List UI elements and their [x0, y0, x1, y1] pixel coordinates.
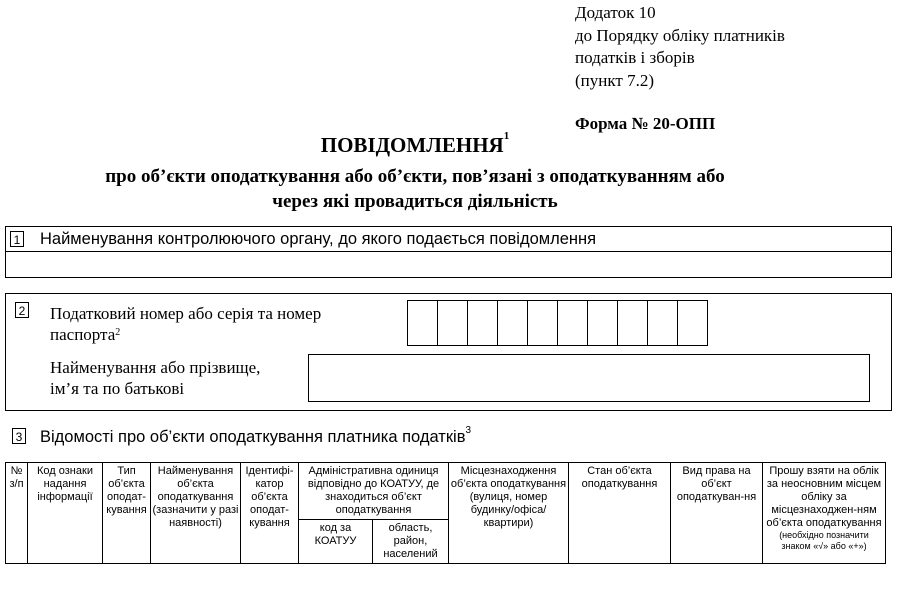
- col-header-identifier: Ідентифі-катор об’єкта оподат-кування: [241, 463, 299, 564]
- appendix-line-4: (пункт 7.2): [575, 70, 654, 90]
- tax-id-cell[interactable]: [557, 300, 588, 346]
- document-title: [0, 130, 830, 158]
- appendix-line-1: Додаток 10: [575, 3, 656, 22]
- appendix-line-3: податків і зборів: [575, 48, 695, 67]
- tax-objects-table: [5, 462, 886, 564]
- tax-id-cell[interactable]: [587, 300, 618, 346]
- appendix-block: [575, 2, 785, 92]
- name-label-line-2: ім’я та по батькові: [50, 379, 185, 398]
- col-header-right: Вид права на об’єкт оподаткуван-ня: [671, 463, 763, 564]
- col-header-state: Стан об’єкта оподаткування: [569, 463, 671, 564]
- form-number: Форма № 20-ОПП: [575, 114, 716, 133]
- tax-id-cell[interactable]: [497, 300, 528, 346]
- section-2-number: 2: [15, 302, 29, 318]
- tax-id-footnote: 2: [115, 327, 121, 338]
- section-1-divider: [5, 251, 892, 252]
- tax-id-cell[interactable]: [617, 300, 648, 346]
- name-label-line-1: Найменування або прізвище,: [50, 358, 261, 377]
- subtitle-line-2: через які провадиться діяльність: [272, 191, 558, 212]
- col-header-admin-unit: Адміністративна одиниця відповідно до КОАТУУ, де знаходиться об’єкт оподаткування: [299, 463, 449, 520]
- tax-id-label-line-2-wrap: [50, 324, 321, 345]
- document-title-text: ПОВІДОМЛЕННЯ: [320, 133, 504, 157]
- tax-id-cell[interactable]: [437, 300, 468, 346]
- col-header-region: область, район, населений: [373, 520, 449, 564]
- document-subtitle: [0, 164, 830, 214]
- subtitle-line-1: про об’єкти оподаткування або об’єкти, пов’язані з оподаткуванням або: [105, 166, 725, 187]
- section-3-footnote: 3: [465, 425, 472, 436]
- col-header-request-text: Прошу взяти на облік за неосновним місцем обліку за місцезнаходжен-ням об’єкта оподаткування: [766, 465, 882, 529]
- col-header-request-note: (необхідно позначити знаком «√» або «+»): [779, 530, 869, 551]
- name-field[interactable]: [308, 354, 870, 402]
- col-header-name: Найменування об’єкта оподаткування (зазначити у разі наявності): [151, 463, 241, 564]
- appendix-line-2: до Порядку обліку платників: [575, 25, 785, 45]
- section-1-number: 1: [10, 231, 24, 247]
- tax-id-cell[interactable]: [647, 300, 678, 346]
- section-3-number: 3: [12, 428, 26, 444]
- col-header-type: Тип об’єкта оподат-кування: [103, 463, 151, 564]
- tax-id-cell[interactable]: [677, 300, 708, 346]
- col-header-location: Місцезнаходження об’єкта оподаткування (вулиця, номер будинку/офіса/ квартири): [449, 463, 569, 564]
- name-label: [50, 357, 260, 399]
- tax-id-label: [50, 303, 321, 345]
- tax-id-cell[interactable]: [407, 300, 438, 346]
- section-3-label: [40, 425, 472, 447]
- title-footnote: 1: [503, 130, 510, 142]
- tax-id-cells: [407, 300, 708, 346]
- tax-id-cell[interactable]: [527, 300, 558, 346]
- tax-id-label-line-2: паспорта: [50, 325, 116, 344]
- col-header-number: № з/п: [6, 463, 28, 564]
- section-1-label: Найменування контролюючого органу, до якого подається повідомлення: [40, 230, 597, 248]
- tax-id-cell[interactable]: [467, 300, 498, 346]
- col-header-code: Код ознаки надання інформації: [28, 463, 103, 564]
- section-3-label-text: Відомості про об’єкти оподаткування платника податків: [40, 428, 466, 446]
- authority-name-field[interactable]: [6, 253, 890, 276]
- col-header-koatuu-code: код за КОАТУУ: [299, 520, 373, 564]
- col-header-request: [763, 463, 886, 564]
- tax-id-label-line-1: Податковий номер або серія та номер: [50, 304, 322, 323]
